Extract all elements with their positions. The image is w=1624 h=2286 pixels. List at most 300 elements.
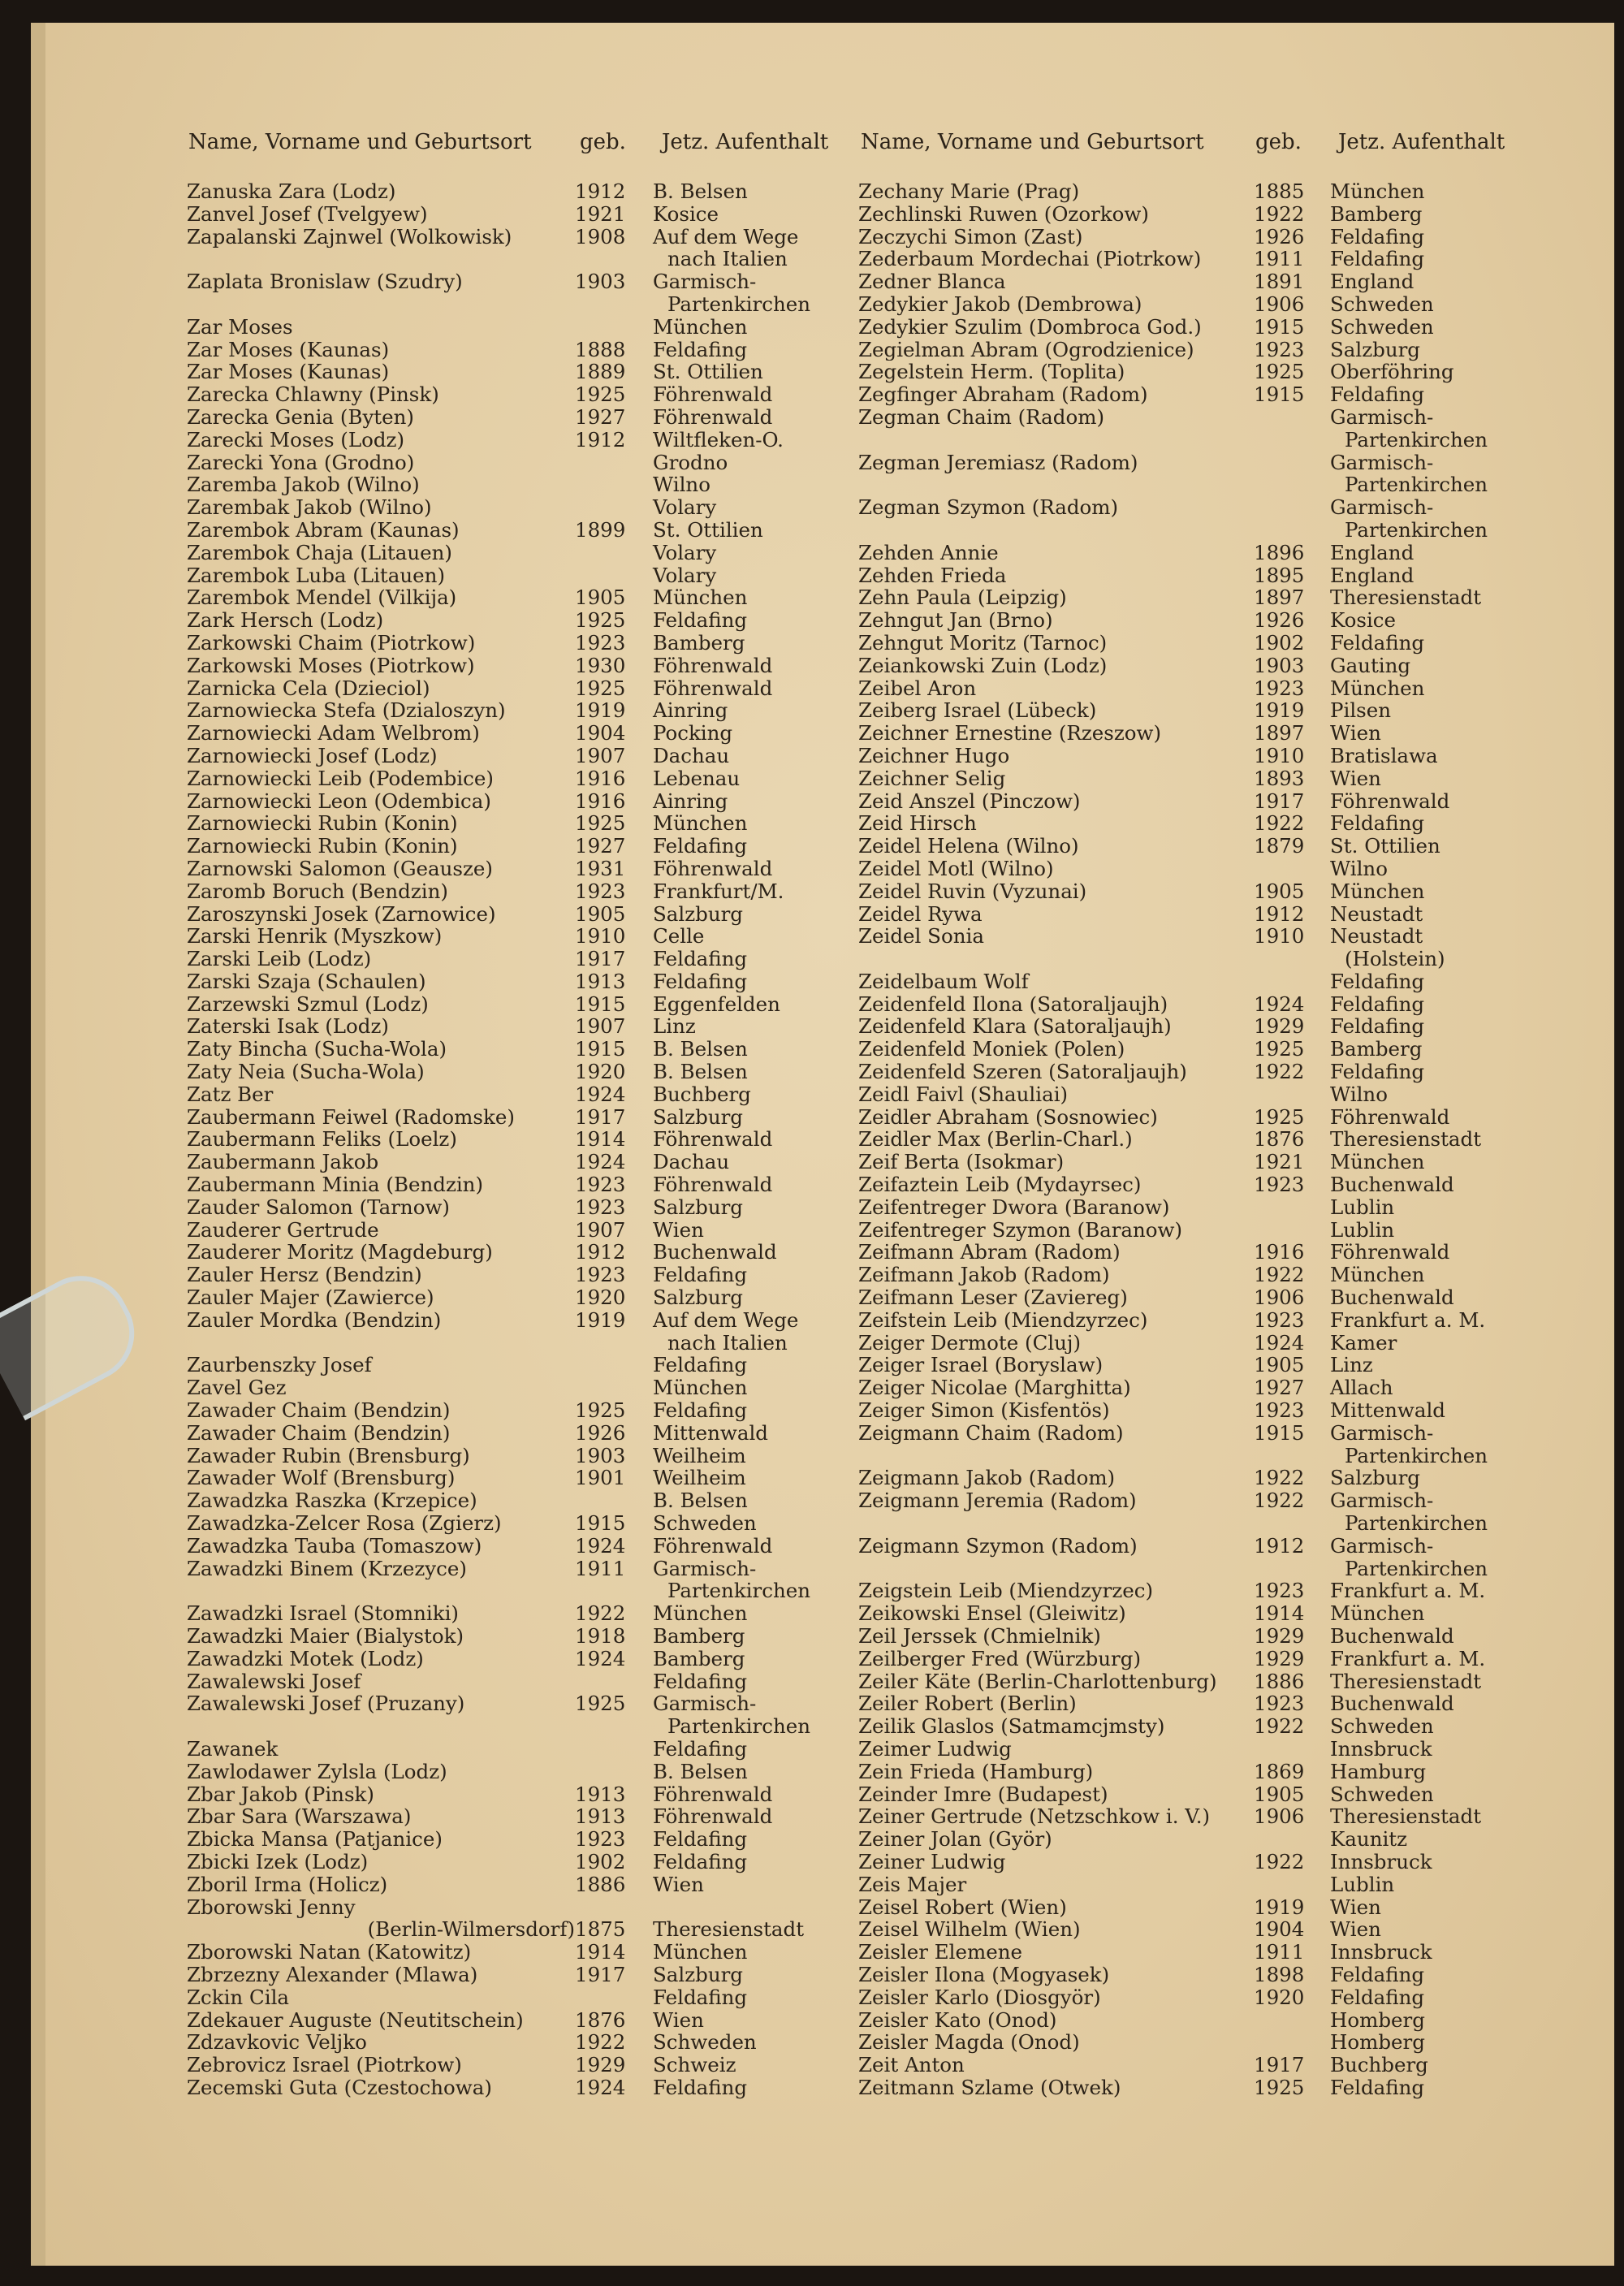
entry-year: 1906: [1254, 1286, 1305, 1310]
list-item: [187, 2054, 854, 2076]
entry-name: Zawadzka Raszka (Krzepice): [187, 1489, 477, 1513]
entry-residence: München: [653, 1601, 748, 1626]
entry-name: [858, 1445, 1254, 1467]
list-item: [187, 406, 854, 429]
entry-year: [1254, 1196, 1330, 1219]
list-item: [858, 203, 1531, 226]
list-item: [187, 1918, 854, 1941]
list-item: [187, 1332, 854, 1355]
entry-year: 1924: [1254, 992, 1305, 1016]
entry-residence: Lublin: [1330, 1872, 1395, 1896]
list-item: [858, 767, 1531, 790]
entry-residence: Allach: [1330, 1376, 1393, 1400]
entry-residence: Mittenwald: [1330, 1398, 1445, 1423]
entry-name: Zederbaum Mordechai (Piotrkow): [858, 248, 1202, 271]
entry-name: Zeidenfeld Klara (Satoraljaujh): [858, 1015, 1172, 1039]
entry-residence: Föhrenwald: [653, 676, 773, 700]
list-item: [187, 1286, 854, 1309]
list-item: [858, 1692, 1531, 1715]
entry-name: Zawlodawer Zylsla (Lodz): [187, 1760, 447, 1783]
entry-year: 1924: [1254, 1330, 1305, 1355]
entry-name: Zeif Berta (Isokmar): [858, 1151, 1065, 1174]
entry-residence: Buchenwald: [1330, 1173, 1454, 1197]
entry-year: 1922: [575, 1601, 626, 1626]
entry-year: 1896: [1254, 540, 1305, 564]
entry-name: [858, 1512, 1254, 1535]
entry-residence: Kamer: [1330, 1330, 1397, 1355]
list-item: [187, 1625, 854, 1648]
list-item: [858, 880, 1531, 903]
entry-year: 1885: [1254, 179, 1305, 203]
entry-name: Zboril Irma (Holicz): [187, 1873, 388, 1896]
list-item: [187, 564, 854, 587]
entry-year: [1254, 473, 1330, 496]
entry-name: Zeiner Ludwig: [858, 1850, 1006, 1873]
list-item: [187, 1445, 854, 1467]
entry-name: Zeidel Sonia: [858, 925, 984, 949]
entry-year: 1926: [1254, 224, 1305, 248]
entry-residence: Frankfurt/M.: [653, 879, 784, 903]
entry-year: 1910: [575, 924, 626, 949]
entry-year: 1924: [575, 1082, 626, 1106]
entry-year: 1925: [575, 1398, 626, 1423]
left-header-born: geb.: [580, 130, 626, 154]
list-item: [187, 1602, 854, 1625]
entry-name: Zaplata Bronislaw (Szudry): [187, 270, 463, 293]
entry-residence: Feldafing: [1330, 1060, 1425, 1084]
list-item: [858, 1986, 1531, 2009]
entry-residence: Garmisch-: [1330, 404, 1434, 429]
entry-year: [1254, 2031, 1330, 2054]
entry-year: 1915: [1254, 1420, 1305, 1445]
entry-year: 1927: [1254, 1376, 1305, 1400]
list-item: [187, 1738, 854, 1761]
entry-year: 1897: [1254, 721, 1305, 745]
entry-name: Zauler Mordka (Bendzin): [187, 1308, 442, 1332]
entry-name: Zauler Hersz (Bendzin): [187, 1264, 422, 1287]
entry-year: 1929: [1254, 1014, 1305, 1039]
list-item: [187, 519, 854, 542]
entry-name: Zborowski Jenny: [187, 1895, 356, 1919]
entry-name: Zarecka Chlawny (Pinsk): [187, 383, 439, 406]
entry-residence: Innsbruck: [1330, 1736, 1432, 1761]
list-item: [858, 970, 1531, 993]
entry-year: 1916: [1254, 1240, 1305, 1264]
entry-residence: nach Italien: [667, 247, 788, 271]
entry-year: 1929: [575, 2053, 626, 2077]
entry-name: Zar Moses (Kaunas): [187, 338, 390, 361]
entry-name: Zar Moses: [187, 315, 293, 339]
entry-residence: Lebenau: [653, 766, 741, 790]
list-item: [187, 948, 854, 970]
list-item: [187, 1196, 854, 1219]
entry-residence: Feldafing: [1330, 1985, 1425, 2009]
entry-year: [1254, 970, 1330, 993]
entry-year: 1917: [575, 1104, 626, 1129]
entry-year: 1910: [1254, 924, 1305, 949]
entry-name: Zeisel Robert (Wien): [858, 1895, 1067, 1919]
entry-residence: England: [1330, 540, 1415, 564]
list-item: [187, 1309, 854, 1332]
entry-year: 1879: [1254, 834, 1305, 858]
entry-year: 1922: [1254, 1849, 1305, 1873]
list-item: [858, 1579, 1531, 1602]
list-item: [858, 835, 1531, 858]
entry-name: Zark Hersch (Lodz): [187, 609, 384, 632]
entry-year: 1923: [1254, 1173, 1305, 1197]
list-item: [187, 1038, 854, 1061]
entry-year: 1921: [1254, 1150, 1305, 1174]
entry-name: [858, 1558, 1254, 1580]
entry-name: Zeiger Simon (Kisfentös): [858, 1399, 1110, 1422]
list-item: [858, 1173, 1531, 1196]
entry-year: 1908: [575, 224, 626, 248]
entry-name: Zeidler Abraham (Sosnowiec): [858, 1105, 1158, 1129]
entry-residence: Theresienstadt: [653, 1917, 805, 1942]
entry-year: 1897: [1254, 586, 1305, 610]
list-item: [858, 452, 1531, 474]
entry-residence: Innsbruck: [1330, 1940, 1432, 1964]
entry-year: 1923: [1254, 337, 1305, 361]
entry-name: (Berlin-Wilmersdorf): [367, 1918, 575, 1942]
list-item: [858, 1964, 1531, 1986]
list-item: [858, 1873, 1531, 1896]
entry-year: 1914: [575, 1127, 626, 1152]
list-item: [858, 1015, 1531, 1038]
entry-name: Zaubermann Jakob: [187, 1151, 379, 1174]
entry-year: 1907: [575, 743, 626, 767]
entry-residence: München: [653, 1940, 748, 1964]
list-item: [187, 812, 854, 835]
list-item: [858, 1670, 1531, 1693]
list-item: [858, 564, 1531, 587]
list-item: [858, 1489, 1531, 1512]
entry-residence: Lublin: [1330, 1217, 1395, 1242]
list-item: [187, 609, 854, 632]
entry-year: 1913: [575, 969, 626, 993]
entry-name: Zaremba Jakob (Wilno): [187, 473, 420, 497]
list-item: [858, 1376, 1531, 1399]
entry-residence: Neustadt: [1330, 924, 1423, 949]
entry-residence: Föhrenwald: [653, 382, 773, 407]
entry-residence: Feldafing: [653, 608, 748, 633]
entry-residence: Partenkirchen: [1345, 473, 1488, 497]
entry-name: Zawadzki Binem (Krzezyce): [187, 1557, 467, 1580]
entry-name: Zein Frieda (Hamburg): [858, 1760, 1094, 1783]
entry-residence: Buchenwald: [1330, 1286, 1454, 1310]
list-item: [187, 1828, 854, 1851]
entry-name: Zeczychi Simon (Zast): [858, 225, 1083, 248]
entry-name: Zeisler Magda (Onod): [858, 2031, 1080, 2055]
list-item: [187, 1805, 854, 1828]
list-item: [858, 1918, 1531, 1941]
entry-residence: München: [1330, 179, 1425, 203]
list-item: [858, 1061, 1531, 1083]
list-item: [858, 790, 1531, 813]
entry-year: [575, 316, 653, 339]
entry-residence: Schweden: [1330, 292, 1434, 316]
entry-year: 1925: [575, 1692, 626, 1716]
entry-residence: Kaunitz: [1330, 1827, 1408, 1852]
entry-year: 1919: [575, 698, 626, 723]
list-item: [187, 1715, 854, 1738]
list-item: [187, 2031, 854, 2054]
list-item: [187, 858, 854, 880]
entry-year: 1925: [1254, 2075, 1305, 2099]
entry-residence: Feldafing: [1330, 630, 1425, 655]
entry-year: 1914: [575, 1940, 626, 1964]
entry-name: Zechlinski Ruwen (Ozorkow): [858, 202, 1149, 226]
list-item: [858, 812, 1531, 835]
entry-residence: Partenkirchen: [1345, 1511, 1488, 1536]
entry-residence: Föhrenwald: [653, 1127, 773, 1152]
entry-residence: St. Ottilien: [653, 360, 763, 384]
entry-name: Zanvel Josef (Tvelgyew): [187, 202, 428, 226]
entry-name: Zaty Bincha (Sucha-Wola): [187, 1038, 447, 1061]
list-item: [187, 1219, 854, 1242]
list-item: [858, 1106, 1531, 1129]
entry-year: [1254, 1083, 1330, 1106]
entry-residence: Ainring: [653, 789, 728, 813]
entry-residence: Oberföhring: [1330, 360, 1454, 384]
entry-year: [575, 1354, 653, 1376]
entry-residence: St. Ottilien: [653, 517, 763, 542]
entry-year: [1254, 1558, 1330, 1580]
list-item: [187, 248, 854, 270]
entry-residence: Theresienstadt: [1330, 1669, 1482, 1693]
entry-residence: Volary: [653, 540, 717, 564]
list-item: [858, 519, 1531, 542]
entry-name: Zavel Gez: [187, 1376, 287, 1400]
list-item: [858, 632, 1531, 655]
entry-year: [1254, 496, 1330, 519]
entry-name: Zedykier Szulim (Dombroca God.): [858, 315, 1202, 339]
entry-year: 1903: [1254, 653, 1305, 677]
entry-name: Zawadzki Maier (Bialystok): [187, 1625, 464, 1648]
entry-name: Zegman Chaim (Radom): [858, 405, 1104, 429]
entry-name: Zeit Anton: [858, 2054, 965, 2076]
entry-year: [575, 1376, 653, 1399]
entry-year: 1917: [575, 947, 626, 971]
entry-name: Zarnowiecka Stefa (Dzialoszyn): [187, 699, 506, 723]
entry-residence: Feldafing: [1330, 247, 1425, 271]
entry-year: 1905: [575, 586, 626, 610]
entry-residence: B. Belsen: [653, 1037, 748, 1061]
list-item: [187, 1535, 854, 1558]
list-item: [858, 609, 1531, 632]
list-item: [187, 1422, 854, 1445]
list-item: [858, 699, 1531, 722]
entry-year: 1875: [575, 1917, 626, 1942]
entry-year: 1924: [575, 2075, 626, 2099]
list-item: [187, 655, 854, 677]
entry-name: Zeiberg Israel (Lübeck): [858, 699, 1097, 723]
entry-name: Zawalewski Josef (Pruzany): [187, 1692, 465, 1716]
entry-year: 1924: [575, 1533, 626, 1558]
entry-year: 1918: [575, 1624, 626, 1648]
list-item: [858, 1648, 1531, 1670]
entry-year: [1254, 452, 1330, 474]
entry-year: 1903: [575, 1443, 626, 1467]
entry-year: [575, 496, 653, 519]
entry-year: 1925: [575, 676, 626, 700]
entry-name: Zarkowski Chaim (Piotrkow): [187, 631, 476, 655]
entry-year: 1923: [1254, 1692, 1305, 1716]
entry-residence: Feldafing: [653, 969, 748, 993]
entry-residence: Partenkirchen: [1345, 517, 1488, 542]
entry-name: Zeitmann Szlame (Otwek): [858, 2076, 1121, 2099]
entry-residence: Feldafing: [1330, 224, 1425, 248]
entry-name: Zanuska Zara (Lodz): [187, 180, 396, 203]
entry-residence: Hamburg: [1330, 1759, 1427, 1783]
entry-year: [1254, 1512, 1330, 1535]
entry-year: 1902: [1254, 630, 1305, 655]
entry-residence: Feldafing: [653, 2075, 748, 2099]
entry-residence: Feldafing: [653, 1736, 748, 1761]
entry-name: Zeidel Helena (Wilno): [858, 835, 1079, 858]
entry-residence: Salzburg: [653, 1195, 743, 1219]
entry-residence: Feldafing: [1330, 1962, 1425, 1986]
list-item: [858, 1354, 1531, 1376]
entry-name: Zaubermann Minia (Bendzin): [187, 1173, 484, 1196]
entry-year: 1922: [1254, 201, 1305, 226]
list-item: [858, 1738, 1531, 1761]
right-header-name: Name, Vorname und Geburtsort: [861, 130, 1204, 154]
list-item: [187, 1964, 854, 1986]
entry-name: Zeigmann Jeremia (Radom): [858, 1489, 1137, 1513]
entry-name: Zebrovicz Israel (Piotrkow): [187, 2054, 462, 2076]
entry-name: Zeis Majer: [858, 1873, 967, 1896]
entry-year: 1915: [575, 1037, 626, 1061]
list-item: [858, 1332, 1531, 1355]
list-item: [187, 1761, 854, 1783]
entry-year: 1930: [575, 653, 626, 677]
entry-year: 1915: [575, 992, 626, 1016]
entry-name: Zegfinger Abraham (Radom): [858, 383, 1148, 406]
entry-year: 1923: [575, 630, 626, 655]
entry-residence: Wien: [653, 2007, 704, 2032]
entry-residence: Feldafing: [1330, 382, 1425, 407]
entry-residence: Partenkirchen: [667, 1714, 810, 1739]
list-item: [858, 473, 1531, 496]
entry-year: 1916: [575, 789, 626, 813]
entry-name: Zarembok Chaja (Litauen): [187, 541, 452, 564]
entry-name: Zauderer Moritz (Magdeburg): [187, 1241, 493, 1264]
entry-residence: Bamberg: [653, 630, 745, 655]
entry-name: Zeisler Karlo (Diosgyör): [858, 1986, 1101, 2009]
entry-name: Zeidenfeld Ilona (Satoraljaujh): [858, 992, 1168, 1016]
entry-year: 1899: [575, 517, 626, 542]
list-item: [187, 722, 854, 745]
entry-year: 1912: [575, 1240, 626, 1264]
entry-residence: Feldafing: [653, 834, 748, 858]
entry-residence: Linz: [653, 1014, 696, 1039]
list-item: [187, 1648, 854, 1670]
entry-name: Zawadzki Israel (Stomniki): [187, 1602, 459, 1625]
entry-name: Zeinder Imre (Budapest): [858, 1783, 1108, 1806]
list-item: [858, 745, 1531, 767]
list-item: [858, 722, 1531, 745]
entry-year: 1920: [1254, 1985, 1305, 2009]
entry-name: Zeichner Ernestine (Rzeszow): [858, 722, 1162, 745]
list-item: [858, 655, 1531, 677]
entry-name: Zaty Neia (Sucha-Wola): [187, 1061, 425, 1083]
entry-residence: [653, 1896, 840, 1919]
entry-name: Zehden Frieda: [858, 564, 1007, 587]
entry-residence: Lublin: [1330, 1195, 1395, 1219]
entry-residence: Bamberg: [1330, 1037, 1423, 1061]
entry-residence: Ainring: [653, 698, 728, 723]
entry-year: 1923: [575, 1195, 626, 1219]
entry-year: 1913: [575, 1804, 626, 1829]
entry-year: 1869: [1254, 1759, 1305, 1783]
entry-name: [858, 948, 1254, 970]
entry-year: 1904: [575, 721, 626, 745]
entry-name: Zeidl Faivl (Shauliai): [858, 1083, 1069, 1106]
entry-residence: München: [1330, 1150, 1425, 1174]
entry-residence: Salzburg: [653, 1286, 743, 1310]
entry-year: [1254, 1445, 1330, 1467]
entry-name: Zauler Majer (Zawierce): [187, 1286, 434, 1309]
entry-name: Zarembak Jakob (Wilno): [187, 496, 432, 519]
list-item: [187, 2009, 854, 2032]
entry-name: Zatz Ber: [187, 1083, 274, 1106]
entry-residence: Partenkirchen: [667, 292, 810, 316]
entry-name: Zehngut Jan (Brno): [858, 609, 1053, 632]
right-header-born: geb.: [1255, 130, 1302, 154]
entry-residence: Feldafing: [1330, 992, 1425, 1016]
entry-name: Zeisler Ilona (Mogyasek): [858, 1963, 1110, 1986]
entry-name: Zarecka Genia (Byten): [187, 405, 414, 429]
list-item: [187, 1061, 854, 1083]
entry-residence: nach Italien: [667, 1330, 788, 1355]
list-item: [858, 903, 1531, 926]
entry-residence: Föhrenwald: [653, 1173, 773, 1197]
list-item: [858, 542, 1531, 564]
entry-year: [575, 564, 653, 587]
entry-year: 1919: [1254, 698, 1305, 723]
entry-residence: München: [1330, 1601, 1425, 1626]
entry-residence: Pocking: [653, 721, 733, 745]
entry-year: 1927: [575, 834, 626, 858]
entry-year: [575, 1715, 653, 1738]
list-item: [858, 1602, 1531, 1625]
entry-year: [575, 1489, 653, 1512]
entry-residence: England: [1330, 270, 1415, 294]
entry-name: Zarski Leib (Lodz): [187, 948, 372, 970]
entry-residence: Feldafing: [1330, 969, 1425, 993]
entry-year: 1915: [575, 1511, 626, 1536]
list-item: [187, 586, 854, 609]
entry-residence: Feldafing: [1330, 1014, 1425, 1039]
entry-year: 1907: [575, 1014, 626, 1039]
entry-year: 1923: [575, 1827, 626, 1852]
entry-name: [187, 1332, 575, 1355]
entry-year: 1906: [1254, 292, 1305, 316]
entry-residence: Wien: [1330, 766, 1381, 790]
list-item: [858, 248, 1531, 270]
entry-name: Zbicki Izek (Lodz): [187, 1850, 369, 1873]
entry-name: Zdekauer Auguste (Neutitschein): [187, 2008, 524, 2032]
entry-residence: Innsbruck: [1330, 1849, 1432, 1873]
entry-residence: München: [653, 586, 748, 610]
list-item: [858, 1038, 1531, 1061]
list-item: [858, 496, 1531, 519]
right-header-residence: Jetz. Aufenthalt: [1338, 130, 1505, 154]
list-item: [858, 858, 1531, 880]
list-item: [187, 1873, 854, 1896]
list-item: [858, 339, 1531, 361]
